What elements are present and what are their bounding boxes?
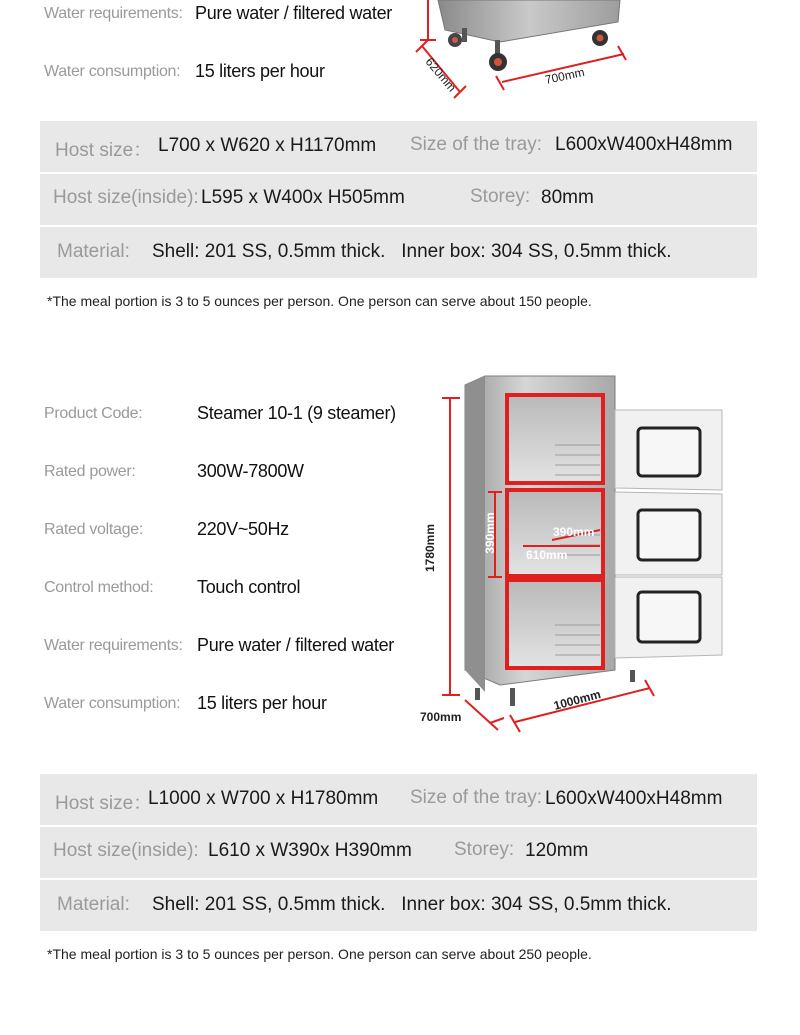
band-host-size-inside-2 [40,827,757,878]
tray-size-value-2: L600xW400xH48mm [545,788,723,809]
spec-value-water-consumption: 15 liters per hour [195,61,325,81]
spec-label-control-method: Control method: [44,579,154,596]
band-material-2 [40,880,757,931]
tray-size-label-2: Size of the tray: [410,787,543,808]
spec-label-rated-power: Rated power: [44,463,136,480]
tray-size-value: L600xW400xH48mm [555,134,733,155]
dim-width-label: 700mm [543,64,586,87]
tray-size-label: Size of the tray: [410,134,543,155]
storey-label: Storey: [470,186,531,207]
material-value: Shell: 201 SS, 0.5mm thick. Inner box: 304 SS, 0.5mm thick. [152,241,672,262]
host-size-label: Host size： [55,140,153,161]
host-size-value-2: L1000 x W700 x H1780mm [148,788,379,809]
dim-width-label-2: 1000mm [552,686,603,713]
serving-note: *The meal portion is 3 to 5 ounces per person. One person can serve about 150 people. [47,293,592,309]
storey-value: 80mm [541,187,594,208]
band-host-size [40,121,757,172]
spec-value-water-consumption-2: 15 liters per hour [197,693,327,713]
storey-value-2: 120mm [525,840,589,861]
dim-depth-label: 620mm [422,54,460,95]
dim-inner-width-label: 610mm [526,548,568,562]
spec-label-water-requirements: Water requirements: [44,5,183,22]
host-size-value: L700 x W620 x H1170mm [158,135,377,156]
band-material [40,227,757,278]
spec-value-rated-power: 300W-7800W [197,461,304,481]
band-host-size-inside [40,174,757,225]
spec-label-product-code: Product Code: [44,405,143,422]
inside-size-value: L595 x W400x H505mm [201,187,405,208]
storey-label-2: Storey: [454,839,515,860]
spec-label-rated-voltage: Rated voltage: [44,521,143,538]
dim-inner-height-label: 390mm [483,512,497,554]
inside-size-value-2: L610 x W390x H390mm [208,840,412,861]
dim-depth-label-2: 700mm [420,710,462,724]
spec-label-water-consumption-2: Water consumption: [44,695,181,712]
inside-size-label: Host size(inside): [53,187,199,208]
steamer-image-large [410,370,740,740]
steamer-image-small [400,0,650,105]
material-label-2: Material: [57,894,130,915]
inside-size-label-2: Host size(inside): [53,840,199,861]
spec-value-control-method: Touch control [197,577,301,597]
spec-value-water-requirements: Pure water / filtered water [195,3,392,23]
host-size-label-2: Host size： [55,793,153,814]
spec-value-water-requirements-2: Pure water / filtered water [197,635,394,655]
band-host-size-2 [40,774,757,825]
spec-value-product-code: Steamer 10-1 (9 steamer) [197,403,396,423]
spec-label-water-requirements-2: Water requirements: [44,637,183,654]
spec-value-rated-voltage: 220V~50Hz [197,519,289,539]
serving-note-2: *The meal portion is 3 to 5 ounces per person. One person can serve about 250 people. [47,946,592,962]
dim-inner-depth-label: 390mm [553,525,595,539]
material-value-2: Shell: 201 SS, 0.5mm thick. Inner box: 304 SS, 0.5mm thick. [152,894,672,915]
spec-label-water-consumption: Water consumption: [44,63,181,80]
material-label: Material: [57,241,130,262]
dim-height-label: 1780mm [423,523,437,573]
